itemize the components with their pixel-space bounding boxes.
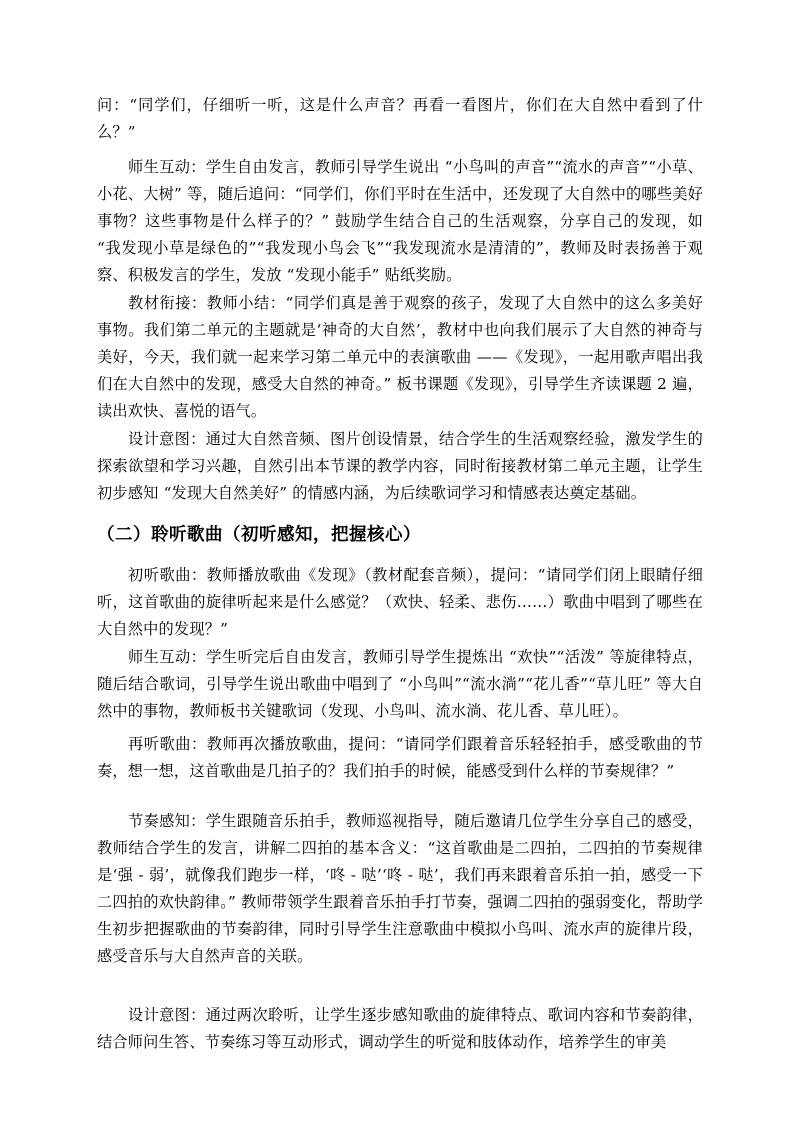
paragraph-interaction: 师生互动：学生自由发言，教师引导学生说出 “小鸟叫的声音”“流水的声音”“小草、小花、大树” 等，随后追问：“同学们，你们平时在生活中，还发现了大自然中的哪些美好事物？这些事物是什么样子的？” 鼓励学生结合自己的生活观察，分享自己的发现，如 “我发现小草是绿色的”“我发现小鸟会飞”“我发现流水是清清的”，教师及时表扬善于观察、积极发言的学生，发放 “发现小能手” 贴纸奖励。	[97, 158, 703, 284]
paragraph-listen-interaction: 师生互动：学生听完后自由发言，教师引导学生提炼出 “欢快”“活泼” 等旋律特点，随后结合歌词，引导学生说出歌曲中唱到了 “小鸟叫”“流水淌”“花儿香”“草儿旺” 等大自然中的事物，教师板书关键歌词（发现、小鸟叫、流水淌、花儿香、草儿旺）。	[97, 648, 703, 720]
paragraph-second-listen: 再听歌曲：教师再次播放歌曲，提问：“请同学们跟着音乐轻轻拍手，感受歌曲的节奏，想一想，这首歌曲是几拍子的？我们拍手的时候，能感受到什么样的节奏规律？”	[97, 735, 703, 780]
paragraph-design-intent: 设计意图：通过大自然音频、图片创设情景，结合学生的生活观察经验，激发学生的探索欲望和学习兴趣，自然引出本节课的教学内容，同时衔接教材第二单元主题，让学生初步感知 “发现大自然美好” 的情感内涵，为后续歌词学习和情感表达奠定基础。	[97, 430, 703, 502]
paragraph-rhythm: 节奏感知：学生跟随音乐拍手，教师巡视指导，随后邀请几位学生分享自己的感受，教师结合学生的发言，讲解二四拍的基本含义：“这首歌曲是二四拍，二四拍的节奏规律是‘强 - 弱’，就像我们跑步一样，‘咚 - 哒’‘咚 - 哒’，我们再来跟着音乐拍一拍，感受一下二四拍的欢快韵律。” 教师带领学生跟着音乐拍手打节奏，强调二四拍的强弱变化，帮助学生初步把握歌曲的节奏韵律，同时引导学生注意歌曲中模拟小鸟叫、流水声的旋律片段，感受音乐与大自然声音的关联。	[97, 812, 703, 965]
paragraph-question: 问：“同学们，仔细听一听，这是什么声音？再看一看图片，你们在大自然中看到了什么？”	[97, 96, 703, 141]
section-heading: （二）聆听歌曲（初听感知，把握核心）	[97, 525, 421, 545]
paragraph-design-intent-2: 设计意图：通过两次聆听，让学生逐步感知歌曲的旋律特点、歌词内容和节奏韵律，结合师问生答、节奏练习等互动形式，调动学生的听觉和肢体动作，培养学生的审美	[97, 1006, 703, 1051]
paragraph-textbook-link: 教材衔接：教师小结：“同学们真是善于观察的孩子，发现了大自然中的这么多美好事物。我们第二单元的主题就是‘神奇的大自然’，教材中也向我们展示了大自然的神奇与美好，今天，我们就一起来学习第二单元中的表演歌曲 ——《发现》，一起用歌声唱出我们在大自然中的发现，感受大自然的神奇。” 板书课题《发现》，引导学生齐读课题 2 遍，读出欢快、喜悦的语气。	[97, 294, 703, 420]
paragraph-first-listen: 初听歌曲：教师播放歌曲《发现》（教材配套音频），提问：“请同学们闭上眼睛仔细听，这首歌曲的旋律听起来是什么感觉？（欢快、轻柔、悲伤……）歌曲中唱到了哪些在大自然中的发现？”	[97, 566, 703, 638]
